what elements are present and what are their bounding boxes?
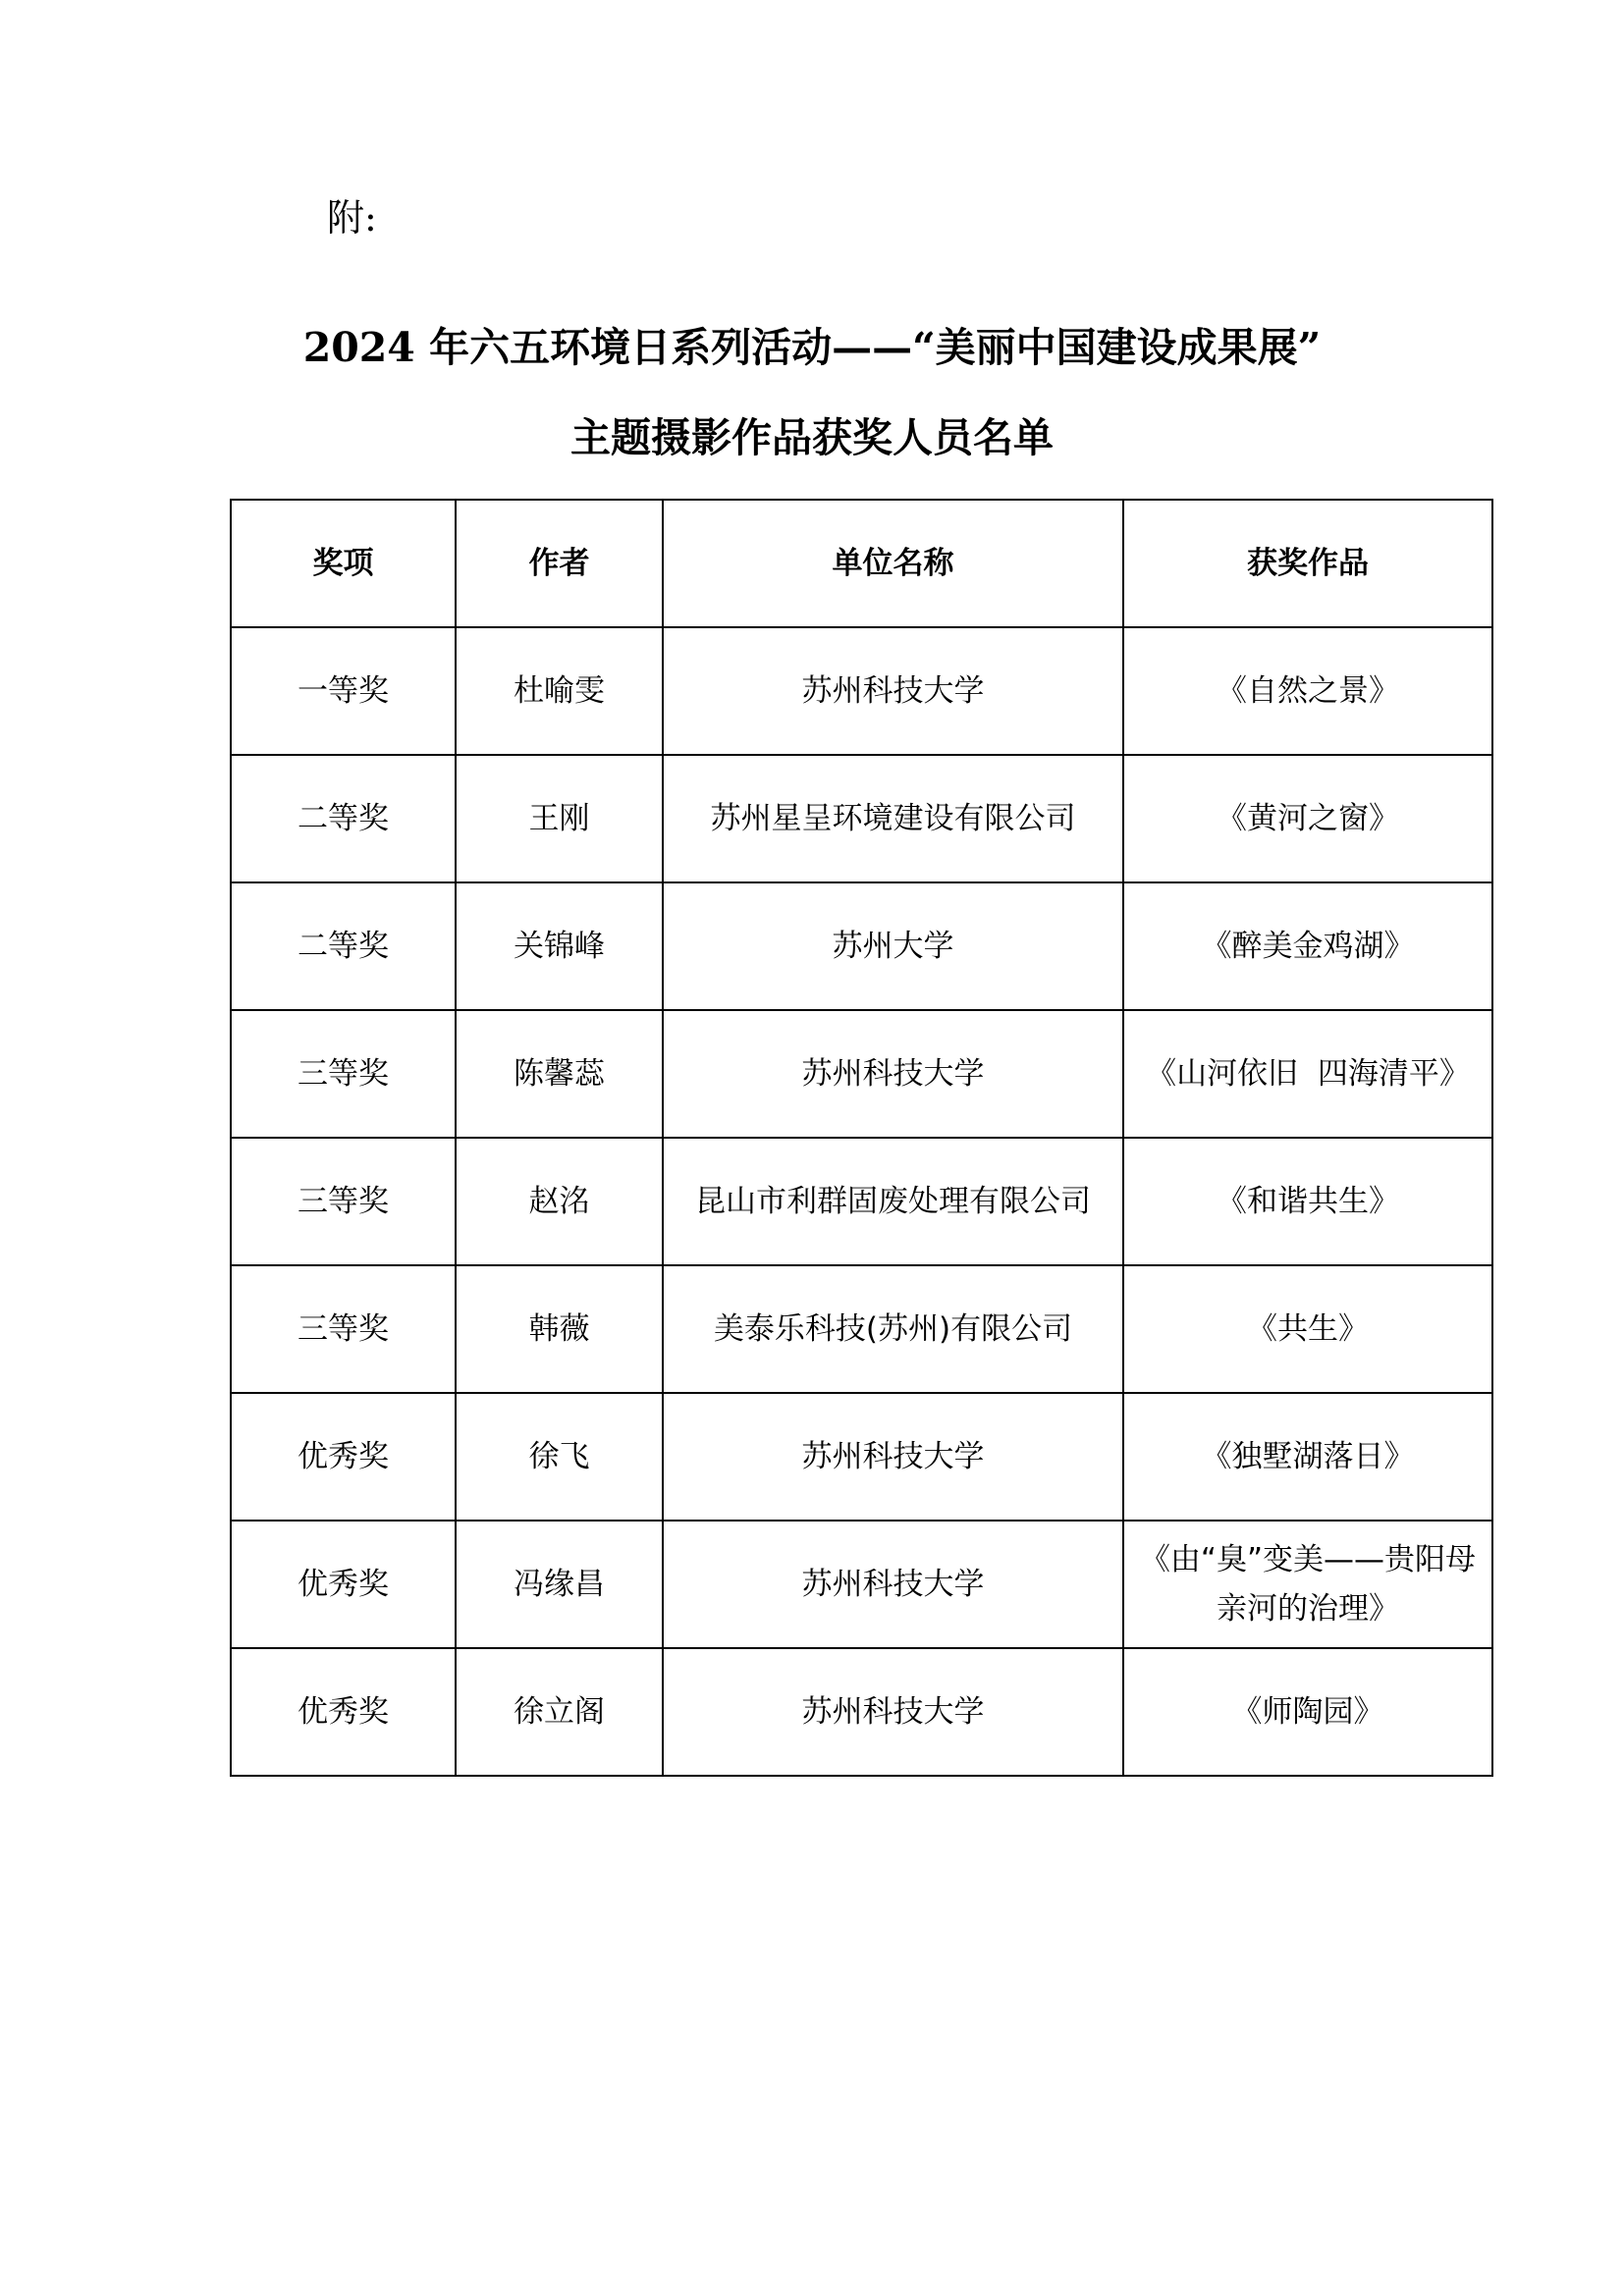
cell-author: 冯缘昌 (456, 1521, 663, 1648)
cell-award: 二等奖 (231, 882, 456, 1010)
cell-work: 《醉美金鸡湖》 (1123, 882, 1492, 1010)
cell-work: 《自然之景》 (1123, 627, 1492, 755)
cell-author: 王刚 (456, 755, 663, 882)
cell-author: 韩薇 (456, 1265, 663, 1393)
cell-work: 《和谐共生》 (1123, 1138, 1492, 1265)
header-winning-work: 获奖作品 (1123, 500, 1492, 627)
document-title-line-1: 2024 年六五环境日系列活动——“美丽中国建设成果展” (302, 324, 1322, 371)
cell-organization: 美泰乐科技(苏州)有限公司 (663, 1265, 1123, 1393)
table-header-row (231, 500, 1492, 627)
table-row (231, 1010, 1492, 1138)
cell-author: 关锦峰 (456, 882, 663, 1010)
cell-organization: 苏州科技大学 (663, 1393, 1123, 1521)
cell-author: 徐飞 (456, 1393, 663, 1521)
cell-organization: 苏州科技大学 (663, 1648, 1123, 1776)
header-award: 奖项 (231, 500, 456, 627)
cell-award: 优秀奖 (231, 1521, 456, 1648)
cell-work: 《由“臭”变美——贵阳母亲河的治理》 (1123, 1521, 1492, 1648)
table-row (231, 1265, 1492, 1393)
cell-award: 优秀奖 (231, 1648, 456, 1776)
table-row (231, 755, 1492, 882)
cell-author: 徐立阁 (456, 1648, 663, 1776)
cell-award: 三等奖 (231, 1138, 456, 1265)
cell-work: 《黄河之窗》 (1123, 755, 1492, 882)
cell-author: 杜喻雯 (456, 627, 663, 755)
header-author: 作者 (456, 500, 663, 627)
cell-award: 三等奖 (231, 1010, 456, 1138)
table-row (231, 882, 1492, 1010)
cell-award: 二等奖 (231, 755, 456, 882)
cell-award: 一等奖 (231, 627, 456, 755)
cell-work: 《师陶园》 (1123, 1648, 1492, 1776)
table-row (231, 1648, 1492, 1776)
cell-award: 三等奖 (231, 1265, 456, 1393)
table-row (231, 1393, 1492, 1521)
cell-author: 陈馨蕊 (456, 1010, 663, 1138)
cell-organization: 苏州大学 (663, 882, 1123, 1010)
table-row (231, 627, 1492, 755)
table-row (231, 1521, 1492, 1648)
document-title-line-2: 主题摄影作品获奖人员名单 (570, 414, 1054, 461)
header-organization: 单位名称 (663, 500, 1123, 627)
cell-work: 《独墅湖落日》 (1123, 1393, 1492, 1521)
cell-organization: 苏州科技大学 (663, 627, 1123, 755)
cell-work: 《山河依旧 四海清平》 (1123, 1010, 1492, 1138)
cell-organization: 苏州科技大学 (663, 1521, 1123, 1648)
cell-organization: 昆山市利群固废处理有限公司 (663, 1138, 1123, 1265)
cell-work: 《共生》 (1123, 1265, 1492, 1393)
attachment-label: 附: (327, 196, 377, 240)
award-winners-table (230, 499, 1493, 1777)
cell-organization: 苏州科技大学 (663, 1010, 1123, 1138)
cell-organization: 苏州星呈环境建设有限公司 (663, 755, 1123, 882)
cell-author: 赵洺 (456, 1138, 663, 1265)
table-row (231, 1138, 1492, 1265)
cell-award: 优秀奖 (231, 1393, 456, 1521)
